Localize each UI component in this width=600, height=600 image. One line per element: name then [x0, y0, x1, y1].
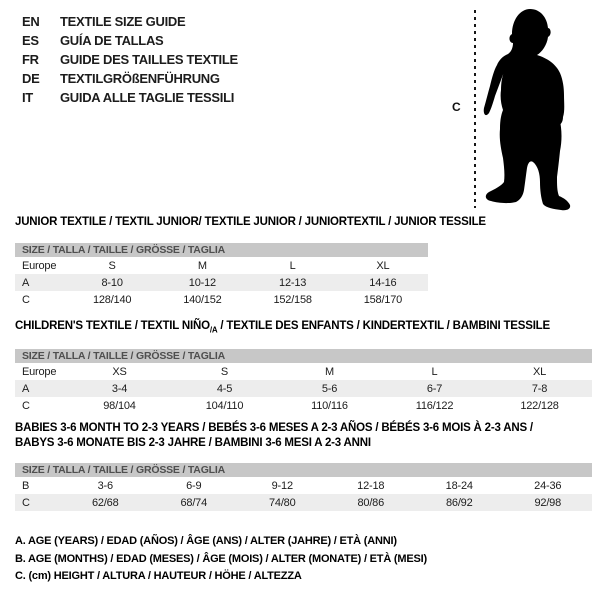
table-cell: 4-5 [216, 382, 233, 395]
table-cell: 80/86 [357, 496, 385, 509]
table-cell: A [22, 276, 30, 289]
table-cell: 10-12 [188, 276, 216, 289]
table-cell: Europe [22, 259, 57, 272]
height-label: C [452, 100, 461, 114]
table-cell: 128/140 [92, 293, 132, 306]
language-title: GUIDE DES TAILLES TEXTILE [60, 52, 238, 67]
table-cell: XL [376, 259, 390, 272]
children-section-title [15, 320, 550, 334]
table-cell: C [22, 496, 30, 509]
table-cell: 62/68 [91, 496, 119, 509]
table-cell: 8-10 [101, 276, 123, 289]
table-cell: 3-4 [111, 382, 128, 395]
children-size-header-bar: SIZE / TALLA / TAILLE / GRÖSSE / TAGLIA [15, 349, 592, 363]
table-row [15, 274, 428, 291]
language-code: FR [22, 52, 39, 67]
table-cell: XS [112, 365, 127, 378]
language-code: IT [22, 90, 33, 105]
table-cell: C [22, 293, 30, 306]
language-code: ES [22, 33, 39, 48]
children-title-part1: CHILDREN'S TEXTILE / TEXTIL NIÑO [15, 320, 210, 332]
table-cell: Europe [22, 365, 57, 378]
language-title: TEXTILGRÖßENFÜHRUNG [60, 71, 220, 86]
table-cell: 6-7 [426, 382, 443, 395]
table-cell: 12-13 [279, 276, 307, 289]
babies-size-header-bar: SIZE / TALLA / TAILLE / GRÖSSE / TAGLIA [15, 463, 592, 477]
table-cell: 12-18 [357, 479, 385, 492]
table-cell: B [22, 479, 30, 492]
table-cell: 122/128 [520, 399, 559, 412]
height-dashed-line [474, 10, 476, 208]
table-cell: 5-6 [321, 382, 338, 395]
table-cell: 104/110 [205, 399, 244, 412]
table-cell: S [108, 259, 116, 272]
language-list [22, 12, 238, 107]
legend-line-a: A. AGE (YEARS) / EDAD (AÑOS) / ÂGE (ANS) / ALTER (JAHRE) / ETÀ (ANNI) [15, 535, 397, 547]
babies-title-line2: BABYS 3-6 MONATE BIS 2-3 JAHRE / BAMBINI 3-6 MESI A 2-3 ANNI [15, 437, 371, 449]
table-cell: 110/116 [311, 399, 348, 412]
table-row [15, 477, 592, 494]
table-cell: 116/122 [415, 399, 454, 412]
language-title: TEXTILE SIZE GUIDE [60, 14, 186, 29]
legend-line-b: B. AGE (MONTHS) / EDAD (MESES) / ÂGE (MOIS) / ALTER (MONATE) / ETÀ (MESI) [15, 552, 427, 565]
table-cell: 92/98 [534, 496, 562, 509]
table-row [15, 494, 592, 511]
table-row [15, 363, 592, 380]
table-row [15, 397, 592, 414]
table-cell: 14-16 [369, 276, 397, 289]
babies-title-line1: BABIES 3-6 MONTH TO 2-3 YEARS / BEBÉS 3-6 MESES A 2-3 AÑOS / BÉBÉS 3-6 MOIS À 2-3 ANS / [15, 422, 533, 434]
measurement-legend [15, 533, 427, 586]
language-title: GUÍA DE TALLAS [60, 33, 164, 48]
language-row [22, 31, 238, 50]
table-cell: 158/170 [363, 293, 403, 306]
height-measure-figure [440, 0, 600, 220]
table-row [15, 291, 428, 308]
table-cell: 6-9 [186, 479, 202, 492]
table-cell: 18-24 [445, 479, 473, 492]
table-cell: 74/80 [268, 496, 296, 509]
language-row [22, 88, 238, 107]
junior-table [15, 243, 428, 308]
language-title: GUIDA ALLE TAGLIE TESSILI [60, 90, 235, 105]
junior-section-title: JUNIOR TEXTILE / TEXTIL JUNIOR/ TEXTILE JUNIOR / JUNIORTEXTIL / JUNIOR TESSILE [15, 216, 486, 228]
table-cell: 86/92 [445, 496, 473, 509]
junior-size-header-bar: SIZE / TALLA / TAILLE / GRÖSSE / TAGLIA [15, 243, 428, 257]
table-cell: 9-12 [271, 479, 293, 492]
language-code: EN [22, 14, 40, 29]
language-row [22, 50, 238, 69]
table-cell: 3-6 [97, 479, 113, 492]
children-title-part2: / TEXTILE DES ENFANTS / KINDERTEXTIL / BAMBINI TESSILE [217, 320, 550, 332]
table-cell: 140/152 [183, 293, 222, 306]
table-cell: A [22, 382, 30, 395]
table-cell: 68/74 [180, 496, 208, 509]
babies-section-title [15, 421, 575, 451]
table-cell: S [220, 365, 229, 378]
table-row [15, 380, 592, 397]
table-cell: C [22, 399, 30, 412]
language-code: DE [22, 71, 40, 86]
table-cell: L [431, 365, 438, 378]
table-cell: XL [532, 365, 547, 378]
babies-table [15, 463, 592, 511]
children-table [15, 349, 592, 414]
table-row [15, 257, 428, 274]
children-title-sub: /A [209, 325, 218, 335]
language-row [22, 69, 238, 88]
table-cell: M [325, 365, 334, 378]
table-cell: 7-8 [531, 382, 548, 395]
legend-line-c: C. (cm) HEIGHT / ALTURA / HAUTEUR / HÖHE / ALTEZZA [15, 570, 302, 582]
table-cell: 24-36 [534, 479, 562, 492]
table-cell: 152/158 [273, 293, 312, 306]
table-cell: L [289, 259, 296, 272]
table-cell: M [197, 259, 207, 272]
table-cell: 98/104 [103, 399, 136, 412]
language-row [22, 12, 238, 31]
baby-silhouette-icon [483, 7, 588, 212]
